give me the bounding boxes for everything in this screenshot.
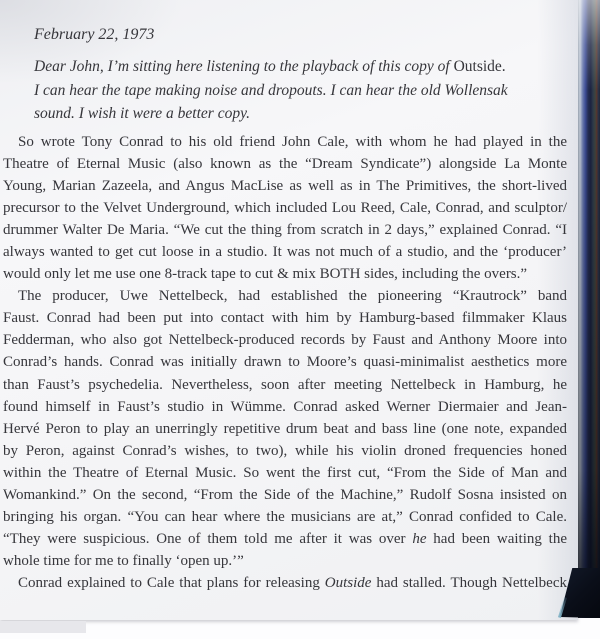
- text-line: bringing his organ. “You can hear where the musicians are at,” Conrad confided to Cale.: [3, 509, 567, 526]
- letter-quote: [34, 55, 567, 126]
- emphasized-word: he: [412, 531, 427, 548]
- quote-line-1-text: Dear John, I’m sitting here listening to the playback of this copy of: [34, 58, 454, 75]
- text-line: Theatre of Eternal Music (also known as the “Dream Syndicate”) alongside La Monte: [3, 155, 567, 172]
- quote-line-3: sound. I wish it were a better copy.: [34, 105, 250, 122]
- paragraph-3: [3, 572, 567, 594]
- text-line: found himself in Faust’s studio in Wümme. Conrad asked Werner Diermaier and Jean-: [3, 398, 567, 415]
- text-line: Fedderman, who also got Nettelbeck-produced records by Faust and Anthony Moore into: [3, 332, 567, 349]
- text-line: whole time for me to finally ‘open up.’”: [3, 553, 244, 570]
- text-line: within the Theatre of Eternal Music. So went the first cut, “From the Side of Man and: [3, 464, 567, 481]
- book-edge-strip: [578, 0, 600, 618]
- album-title: Outside.: [453, 58, 506, 75]
- text-line: always wanted to get cut loose in a studio. It was not much of a studio, and the ‘producer’: [3, 243, 567, 260]
- quote-line-2: I can hear the tape making noise and dropouts. I can hear the old Wollensak: [34, 81, 508, 99]
- text-line: Hervé Peron to play an unerringly repetitive drum beat and bass line (one note, expanded: [3, 420, 567, 437]
- text-line: drummer Walter De Maria. “We cut the thing from scratch in 2 days,” explained Conrad. “I: [3, 221, 567, 238]
- paragraph-1: [3, 131, 567, 286]
- text-line: Womankind.” On the second, “From the Side of the Machine,” Rudolf Sosna insisted on: [3, 487, 567, 503]
- text-line: Faust. Conrad had been put into contact with him by Hamburg-based filmmaker Klaus: [3, 310, 567, 327]
- album-title-italic: Outside: [324, 575, 372, 592]
- text-line: than Faust’s psychedelia. Nevertheless, soon after meeting Nettelbeck in Hamburg, he: [3, 376, 567, 393]
- text-segment: had stalled. Though Nettelbeck: [371, 575, 567, 592]
- text-line: would only let me use one 8-track tape to cut & mix BOTH sides, including the overs.”: [3, 266, 528, 283]
- letter-date: February 22, 1973: [34, 26, 155, 43]
- text-segment: Conrad explained to Cale that plans for releasing: [18, 575, 325, 592]
- text-line: So wrote Tony Conrad to his old friend John Cale, with whom he had played in the: [18, 133, 567, 150]
- paragraph-2: [3, 285, 567, 572]
- quote-line-1: [34, 55, 567, 79]
- text-line: [3, 528, 567, 550]
- text-column: [3, 0, 567, 594]
- text-line: by Peron, against Conrad’s wishes, to two), while his violin droned frequencies honed: [3, 442, 567, 459]
- background-sheet-edge: [0, 621, 86, 633]
- text-line: precursor to the Velvet Underground, which included Lou Reed, Cale, Conrad, and sculptor/: [3, 199, 567, 216]
- text-segment: “They were suspicious. One of them told me after it was over: [3, 531, 413, 548]
- text-line: The producer, Uwe Nettelbeck, had established the pioneering “Krautrock” band: [18, 288, 567, 305]
- text-line: [3, 572, 567, 594]
- text-segment: had been waiting the: [426, 531, 567, 548]
- text-line: Young, Marian Zazeela, and Angus MacLise as well as in The Primitives, the short-lived: [3, 177, 567, 194]
- text-line: Conrad’s hands. Conrad was initially drawn to Moore’s quasi-minimalist aesthetics more: [3, 354, 567, 371]
